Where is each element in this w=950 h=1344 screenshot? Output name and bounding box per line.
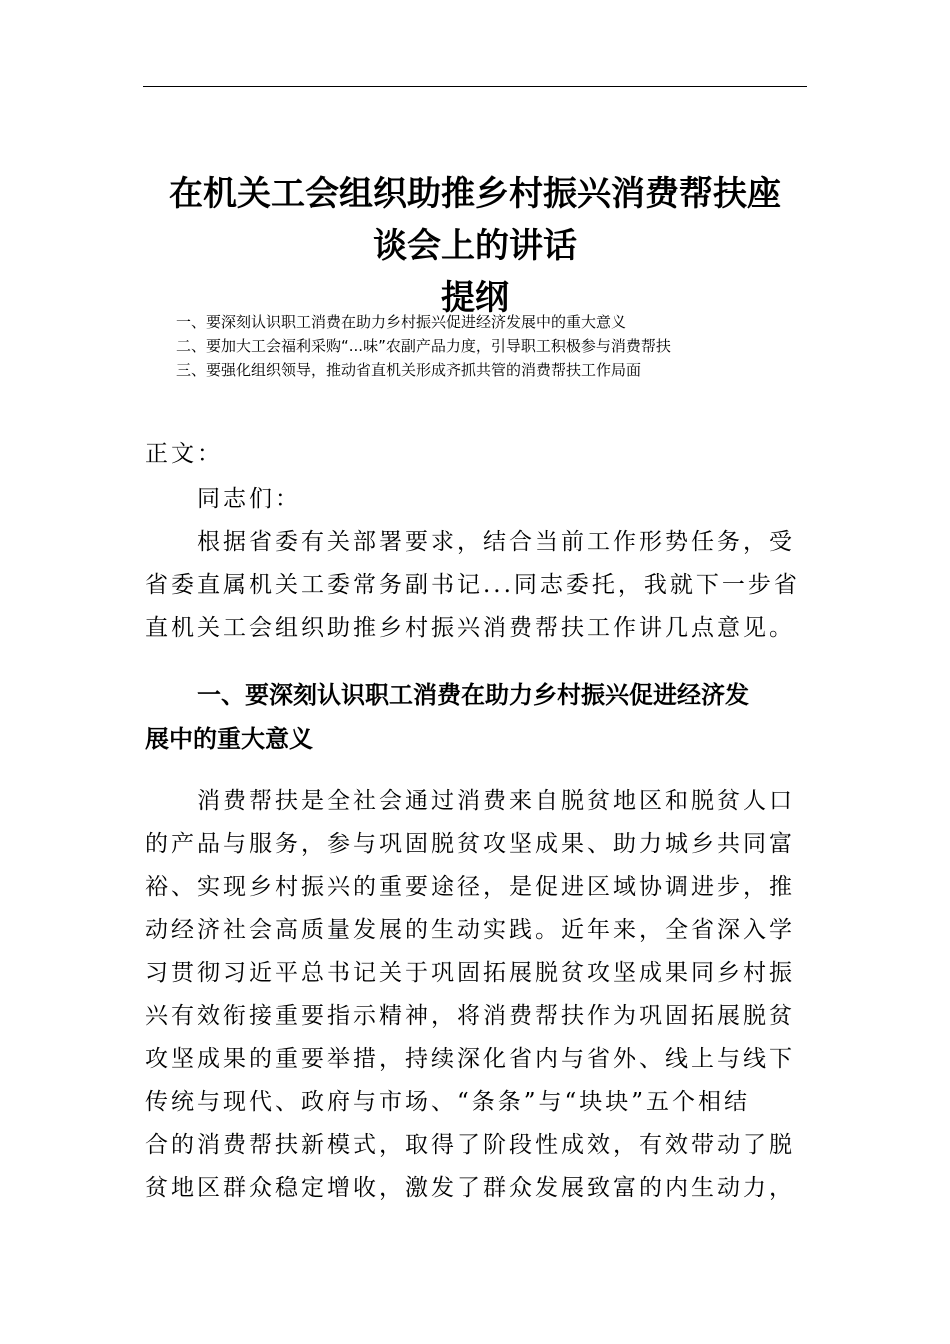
title-line-1: 在机关工会组织助推乡村振兴消费帮扶座 (169, 174, 781, 214)
intro-paragraph (145, 521, 809, 650)
outline-item-1: 一、要深刻认识职工消费在助力乡村振兴促进经济发展中的重大意义 (176, 313, 627, 331)
outline-item-3: 三、要强化组织领导，推动省直机关形成齐抓共管的消费帮扶工作局面 (176, 361, 642, 379)
paragraph-line: 动经济社会高质量发展的生动实践。近年来，全省深入学 (145, 917, 795, 943)
paragraph-line: 的产品与服务，参与巩固脱贫攻坚成果、助力城乡共同富 (145, 831, 795, 857)
paragraph-line: 合的消费帮扶新模式，取得了阶段性成效，有效带动了脱 (145, 1132, 795, 1158)
paragraph-line: 习贯彻习近平总书记关于巩固拓展脱贫攻坚成果同乡村振 (145, 960, 795, 986)
intro-line: 省委直属机关工委常务副书记...同志委托，我就下一步省 (145, 572, 800, 598)
paragraph-line: 消费帮扶是全社会通过消费来自脱贫地区和脱贫人口 (197, 788, 795, 814)
title-line-2: 谈会上的讲话 (373, 226, 577, 266)
paragraph-line: 贫地区群众稳定增收，激发了群众发展致富的内生动力， (145, 1175, 795, 1201)
paragraph-line: 传统与现代、政府与市场、“条条”与“块块”五个相结 (145, 1089, 751, 1115)
intro-line: 直机关工会组织助推乡村振兴消费帮扶工作讲几点意见。 (145, 615, 795, 641)
document-title (143, 168, 807, 324)
paragraph-line: 攻坚成果的重要举措，持续深化省内与省外、线上与线下 (145, 1046, 795, 1072)
heading-line: 一、要深刻认识职工消费在助力乡村振兴促进经济发 (197, 681, 749, 709)
paragraph-line: 兴有效衔接重要指示精神，将消费帮扶作为巩固拓展脱贫 (145, 1003, 795, 1029)
body-label: 正文： (145, 441, 223, 467)
outline-item-2: 二、要加大工会福利采购“...味”农副产品力度，引导职工积极参与消费帮扶 (176, 337, 671, 355)
greeting: 同志们： (197, 486, 301, 512)
header-rule (143, 86, 807, 87)
section-1-heading (145, 673, 815, 761)
heading-line: 展中的重大意义 (145, 725, 313, 753)
paragraph-line: 裕、实现乡村振兴的重要途径，是促进区域协调进步，推 (145, 874, 795, 900)
outline-list (176, 310, 816, 382)
title-line-3: 提纲 (441, 278, 509, 318)
intro-line: 根据省委有关部署要求，结合当前工作形势任务，受 (197, 529, 795, 555)
section-1-paragraph (145, 780, 809, 1210)
